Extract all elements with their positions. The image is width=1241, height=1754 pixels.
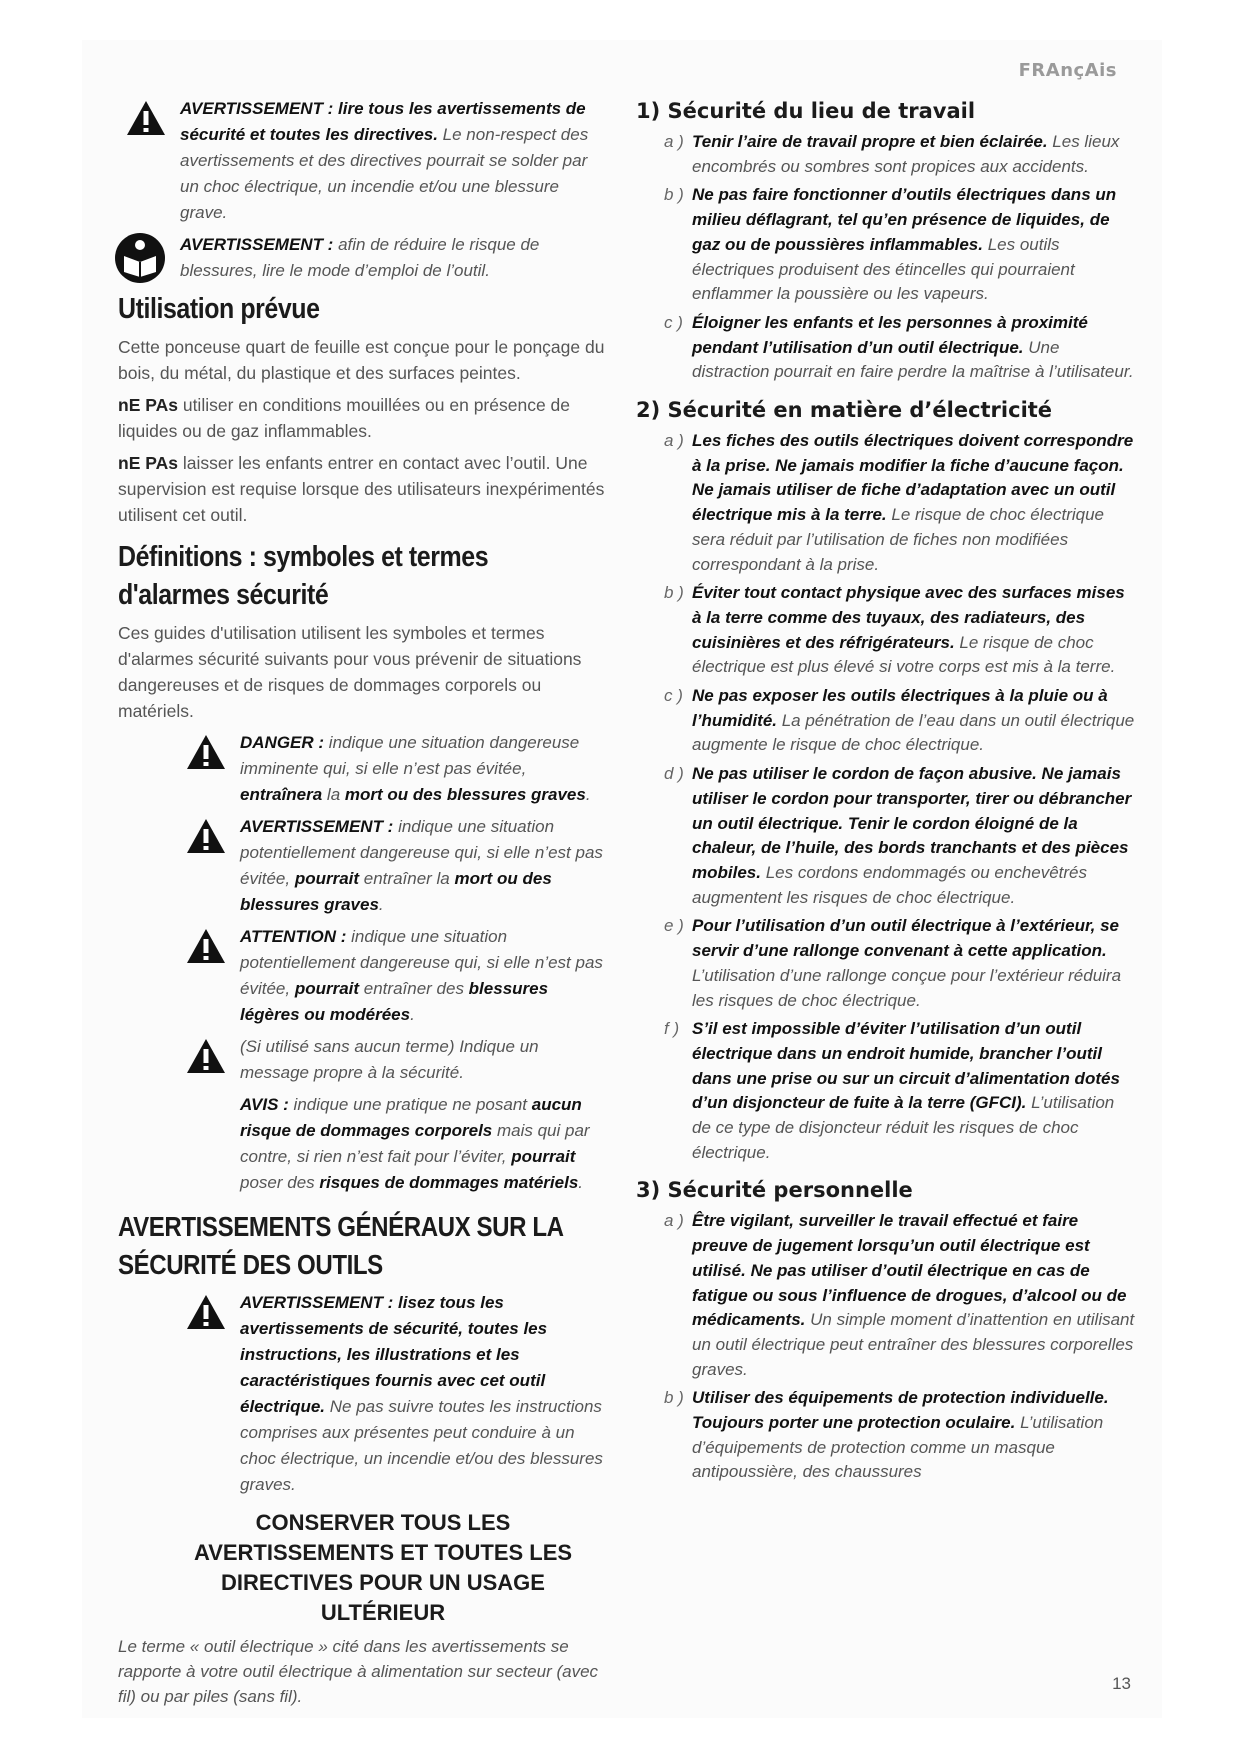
do-not-label: nE PAs: [118, 395, 178, 415]
caution-text: entraîner des: [359, 979, 469, 998]
item-instruction: Ne pas utiliser le cordon de façon abusive. Ne jamais utiliser le cordon pour transporter, tirer ou débrancher un outil électrique. Tenir le cordon éloigné de la chaleur, de l’huile, des bords tranchants et des pièces mobiles.: [692, 764, 1132, 882]
item-explanation: Les lieux encombrés ou sombres sont propices aux accidents.: [692, 132, 1120, 176]
danger-emphasis: entraînera: [240, 785, 323, 804]
definitions-heading-line1: Définitions : symboles et termes: [118, 541, 489, 573]
intended-use-heading: Utilisation prévue: [118, 293, 320, 325]
item-explanation: L’utilisation d’équipements de protection comme un masque antipoussière, des chaussures: [692, 1413, 1104, 1482]
danger-emphasis: mort ou des blessures graves: [344, 785, 586, 804]
item-letter: a ): [664, 1211, 684, 1231]
item-explanation: Les cordons endommagés ou enchevêtrés augmentent les risques de choc électrique.: [692, 862, 1087, 907]
item-instruction: Tenir l’aire de travail propre et bien éclairée.: [692, 132, 1048, 151]
warning-triangle-icon: [186, 818, 226, 854]
warning-text: afin de réduire le risque de blessures, lire le mode d’emploi de l’outil.: [180, 235, 540, 280]
notice-text: .: [578, 1173, 584, 1192]
item-letter: c ): [664, 686, 683, 706]
general-warnings-heading-line2: SÉCURITÉ DES OUTILS: [118, 1249, 383, 1280]
safety-item: [636, 684, 1136, 758]
language-label: FRAnçAis: [1018, 60, 1117, 81]
warning-triangle-icon: [186, 1038, 226, 1074]
caution-emphasis: pourrait: [294, 979, 360, 998]
safety-item: [636, 429, 1136, 577]
warning-text: Le non-respect des avertissements et des directives pourrait se solder par un choc électrique, un incendie et/ou une blessure grave.: [180, 125, 589, 222]
caution-emphasis: blessures légères ou modérées: [240, 979, 549, 1024]
caution-label: ATTENTION :: [240, 927, 347, 946]
left-column: [118, 96, 608, 1709]
do-not-text: laisser les enfants entrer en contact avec l’outil. Une supervision est requise lorsque des utilisateurs inexpérimentés utilisent cet outil.: [118, 453, 605, 525]
item-explanation: L’utilisation d’une rallonge conçue pour l’extérieur réduira les risques de choc électrique.: [692, 965, 1122, 1010]
symbol-only-text: (Si utilisé sans aucun terme) Indique un message propre à la sécurité.: [240, 1037, 539, 1082]
item-instruction: Ne pas exposer les outils électriques à la pluie ou à l’humidité.: [692, 686, 1108, 730]
general-warnings-heading: [118, 1208, 564, 1246]
item-instruction: Utiliser des équipements de protection individuelle. Toujours porter une protection oculaire.: [692, 1388, 1109, 1433]
personal-safety-list: [636, 1209, 1136, 1485]
item-instruction: S’il est impossible d’éviter l’utilisation d’un outil électrique dans un endroit humide, brancher l’outil dans une prise ou sur un circuit d’alimentation dotés d’un disjoncteur de fuite à la terre (GFCI).: [692, 1019, 1120, 1113]
work-area-safety-heading: 1) Sécurité du lieu de travail: [636, 99, 976, 123]
safety-item: [636, 1386, 1136, 1485]
item-letter: a ): [664, 431, 684, 451]
page-number: 13: [1112, 1674, 1131, 1693]
item-instruction: Être vigilant, surveiller le travail effectué et faire preuve de jugement lorsqu’un outil électrique est utilisé. Ne pas utiliser d’outil électrique en cas de fatigue ou sous l’influence de drogues, d’alcool ou de médicaments.: [692, 1211, 1127, 1330]
caution-text: .: [410, 1005, 415, 1024]
warning-triangle-icon: [186, 1294, 226, 1330]
item-explanation: Les outils électriques produisent des étincelles qui pourraient enflammer la poussière ou les vapeurs.: [692, 234, 1075, 304]
work-area-safety-list: [636, 130, 1136, 385]
definitions-intro: Ces guides d'utilisation utilisent les symboles et termes d'alarmes sécurité suivants pour vous prévenir de situations dangereuses et de risques de dommages corporels ou matériels.: [118, 623, 582, 721]
item-letter: e ): [664, 916, 684, 936]
notice-emphasis: risques de dommages matériels: [319, 1173, 579, 1192]
notice-text: mais qui par contre, si rien n’est fait pour l’éviter,: [240, 1121, 590, 1166]
electrical-safety-heading: 2) Sécurité en matière d’électricité: [636, 398, 1053, 423]
item-instruction: Pour l’utilisation d’un outil électrique à l’extérieur, se servir d’une rallonge convenant à cette application.: [692, 916, 1119, 961]
definitions-heading-2: [118, 576, 539, 614]
item-letter: f ): [664, 1019, 680, 1039]
warning-text: .: [378, 895, 384, 914]
warning-text: entraîner la: [359, 869, 455, 888]
item-letter: b ): [664, 185, 684, 205]
safety-item: [636, 914, 1136, 1013]
general-warning-title: AVERTISSEMENT : lisez tous les avertissements de sécurité, toutes les instructions, les illustrations et les caractéristiques fournis avec cet outil électrique.: [240, 1293, 548, 1416]
do-not-use-wet: [118, 392, 608, 444]
warning-triangle-icon: [126, 100, 166, 136]
item-explanation: Une distraction pourrait en faire perdre la maîtrise à l’utilisateur.: [692, 337, 1134, 382]
danger-text: indique une situation dangereuse imminente qui, si elle n’est pas évitée,: [240, 733, 580, 778]
item-letter: b ): [664, 1388, 684, 1408]
danger-definition: [178, 730, 608, 808]
item-letter: c ): [664, 312, 683, 332]
item-letter: a ): [664, 132, 684, 151]
safety-item: [636, 1209, 1136, 1382]
notice-definition: [178, 1092, 608, 1196]
safety-item: [636, 311, 1136, 385]
general-warnings-heading-2: [118, 1246, 539, 1284]
warning-emphasis: pourrait: [294, 869, 360, 888]
danger-text: .: [585, 785, 591, 804]
item-explanation: La pénétration de l’eau dans un outil électrique augmente le risque de choc électrique.: [692, 710, 1135, 755]
do-not-text: utiliser en conditions mouillées ou en présence de liquides ou de gaz inflammables.: [118, 395, 571, 441]
keep-instructions-notice: CONSERVER TOUS LES AVERTISSEMENTS ET TOUTES LES DIRECTIVES POUR UN USAGE ULTÉRIEUR: [193, 1510, 573, 1625]
do-not-children: [118, 450, 608, 528]
definitions-heading-line2: d'alarmes sécurité: [118, 579, 329, 611]
item-instruction: Les fiches des outils électriques doivent correspondre à la prise. Ne jamais modifier la fiche d’aucune façon. Ne jamais utiliser de fiche d’adaptation avec un outil électrique mis à la terre.: [692, 431, 1134, 525]
general-warnings-heading-line1: AVERTISSEMENTS GÉNÉRAUX SUR LA: [118, 1211, 564, 1242]
do-not-label: nE PAs: [118, 453, 178, 473]
notice-emphasis: pourrait: [511, 1147, 576, 1166]
danger-label: DANGER :: [240, 733, 325, 752]
definitions-heading: [118, 538, 539, 576]
warning-title: AVERTISSEMENT :: [180, 235, 334, 254]
warning-title: AVERTISSEMENT : lire tous les avertissements de sécurité et toutes les directives.: [180, 99, 586, 144]
caution-text: indique une situation potentiellement dangereuse qui, si elle n’est pas évitée,: [240, 927, 603, 998]
item-instruction: Ne pas faire fonctionner d’outils électriques dans un milieu déflagrant, tel qu’en présence de liquides, de gaz ou de poussières inflammables.: [692, 185, 1117, 254]
right-column: [636, 96, 1136, 1489]
signal-words-list: [118, 730, 608, 1196]
warning-triangle-icon: [186, 928, 226, 964]
item-letter: d ): [664, 764, 684, 784]
warning-definition: [178, 814, 608, 918]
warning-read-all: [118, 96, 608, 226]
caution-definition: [178, 924, 608, 1028]
item-explanation: Le risque de choc électrique est plus élevé si votre corps est mis à la terre.: [692, 632, 1116, 677]
warning-read-manual: [118, 232, 608, 284]
safety-item: [636, 183, 1136, 307]
item-explanation: Le risque de choc électrique sera réduit par l’utilisation de fiches non modifiées correspondant à la prise.: [692, 505, 1105, 574]
danger-text: la: [322, 785, 345, 804]
notice-label: AVIS :: [240, 1095, 289, 1114]
symbol-only-definition: [178, 1034, 608, 1086]
personal-safety-heading: 3) Sécurité personnelle: [636, 1178, 913, 1203]
read-manual-icon: [114, 232, 166, 284]
item-explanation: L’utilisation de ce type de disjoncteur réduit les risques de choc électrique.: [692, 1093, 1115, 1162]
item-instruction: Éloigner les enfants et les personnes à proximité pendant l’utilisation d’un outil électrique.: [692, 312, 1088, 357]
general-warning: [178, 1290, 608, 1498]
safety-item: [636, 1017, 1136, 1165]
warning-text: indique une situation potentiellement dangereuse qui, si elle n’est pas évitée,: [240, 817, 603, 888]
item-instruction: Éviter tout contact physique avec des surfaces mises à la terre comme des tuyaux, des radiateurs, des cuisinières et des réfrigérateurs.: [692, 583, 1125, 652]
notice-text: poser des: [240, 1173, 320, 1192]
warning-label: AVERTISSEMENT :: [240, 817, 394, 836]
notice-text: indique une pratique ne posant: [288, 1095, 532, 1114]
notice-emphasis: aucun risque de dommages corporels: [240, 1095, 582, 1140]
power-tool-term-note: Le terme « outil électrique » cité dans les avertissements se rapporte à votre outil électrique à alimentation sur secteur (avec fil) ou par piles (sans fil).: [118, 1637, 599, 1706]
general-warning-text: Ne pas suivre toutes les instructions comprises aux présentes peut conduire à un choc électrique, un incendie et/ou des blessures graves.: [240, 1397, 603, 1494]
safety-item: [636, 130, 1136, 179]
item-explanation: Un simple moment d’inattention en utilisant un outil électrique peut entraîner des blessures corporelles graves.: [692, 1310, 1135, 1379]
warning-emphasis: mort ou des blessures graves: [240, 869, 552, 914]
item-letter: b ): [664, 583, 684, 603]
warning-triangle-icon: [186, 734, 226, 770]
safety-item: [636, 762, 1136, 910]
safety-item: [636, 581, 1136, 680]
intended-use-paragraph: Cette ponceuse quart de feuille est conçue pour le ponçage du bois, du métal, du plastique et des surfaces peintes.: [118, 337, 605, 383]
electrical-safety-list: [636, 429, 1136, 1165]
